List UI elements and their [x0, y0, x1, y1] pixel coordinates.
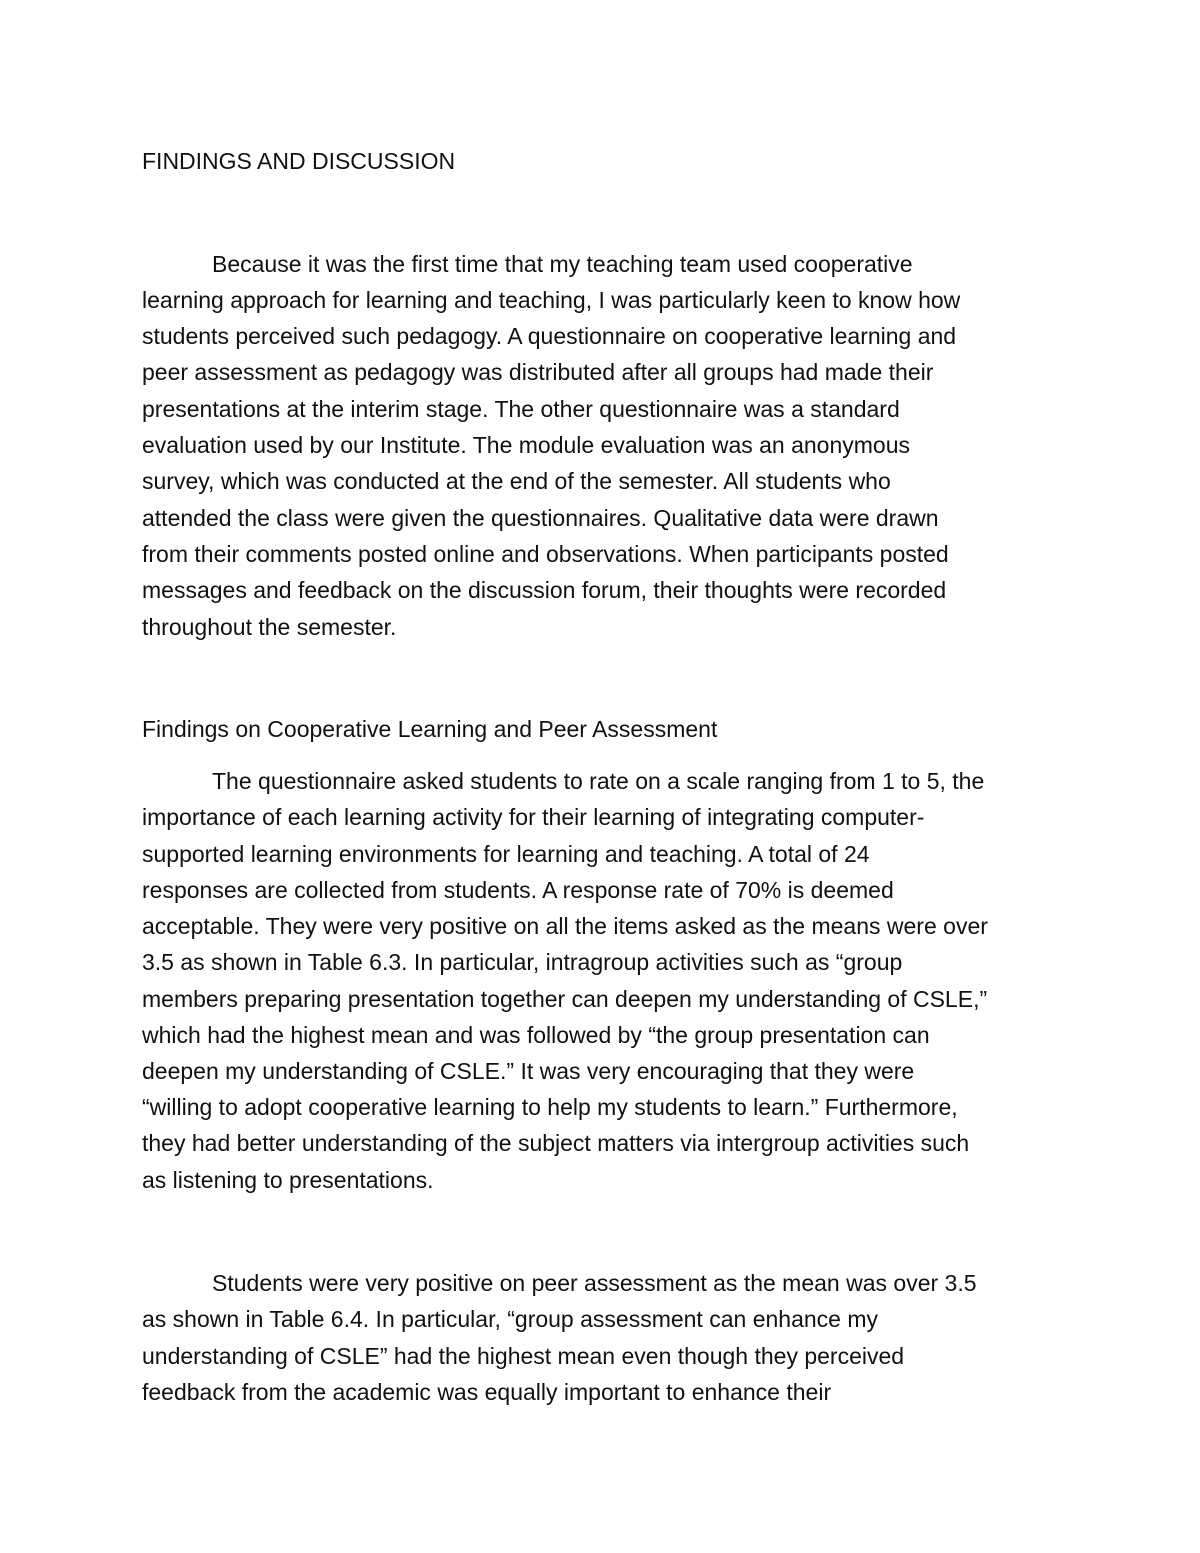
paragraph-1-line: learning approach for learning and teaching, I was particularly keen to know how [142, 287, 961, 313]
paragraph-2-line: acceptable. They were very positive on all the items asked as the means were over [142, 913, 988, 939]
section-heading: FINDINGS AND DISCUSSION [142, 148, 456, 174]
paragraph-2-line: as listening to presentations. [142, 1167, 434, 1193]
paragraph-2-line: The questionnaire asked students to rate on a scale ranging from 1 to 5, the [212, 768, 985, 794]
paragraph-3-line: understanding of CSLE” had the highest mean even though they perceived [142, 1343, 905, 1369]
paragraph-2-line: 3.5 as shown in Table 6.3. In particular, intragroup activities such as “group [142, 949, 903, 975]
paragraph-1-line: presentations at the interim stage. The other questionnaire was a standard [142, 396, 900, 422]
paragraph-1-line: students perceived such pedagogy. A questionnaire on cooperative learning and [142, 323, 957, 349]
paragraph-2-line: supported learning environments for learning and teaching. A total of 24 [142, 841, 870, 867]
paragraph-1-line: messages and feedback on the discussion forum, their thoughts were recorded [142, 577, 947, 603]
paragraph-2-line: responses are collected from students. A response rate of 70% is deemed [142, 877, 894, 903]
paragraph-1-line: Because it was the first time that my teaching team used cooperative [212, 251, 913, 277]
paragraph-1-line: throughout the semester. [142, 614, 397, 640]
paragraph-3-line: as shown in Table 6.4. In particular, “group assessment can enhance my [142, 1306, 878, 1332]
paragraph-3-line: Students were very positive on peer assessment as the mean was over 3.5 [212, 1270, 977, 1296]
paragraph-2-line: members preparing presentation together can deepen my understanding of CSLE,” [142, 986, 988, 1012]
paragraph-2-line: they had better understanding of the subject matters via intergroup activities such [142, 1130, 970, 1156]
paragraph-2-line: “willing to adopt cooperative learning to help my students to learn.” Furthermore, [142, 1094, 958, 1120]
paragraph-2-line: deepen my understanding of CSLE.” It was very encouraging that they were [142, 1058, 915, 1084]
paragraph-1-line: survey, which was conducted at the end of the semester. All students who [142, 468, 891, 494]
paragraph-3-line: feedback from the academic was equally important to enhance their [142, 1379, 832, 1405]
paragraph-1-line: peer assessment as pedagogy was distributed after all groups had made their [142, 359, 934, 385]
subsection-heading: Findings on Cooperative Learning and Peer Assessment [142, 716, 718, 742]
paragraph-1-line: from their comments posted online and observations. When participants posted [142, 541, 949, 567]
paragraph-1-line: evaluation used by our Institute. The module evaluation was an anonymous [142, 432, 911, 458]
paragraph-1-line: attended the class were given the questionnaires. Qualitative data were drawn [142, 505, 939, 531]
paragraph-2-line: importance of each learning activity for their learning of integrating computer- [142, 804, 925, 830]
paragraph-2-line: which had the highest mean and was followed by “the group presentation can [142, 1022, 930, 1048]
